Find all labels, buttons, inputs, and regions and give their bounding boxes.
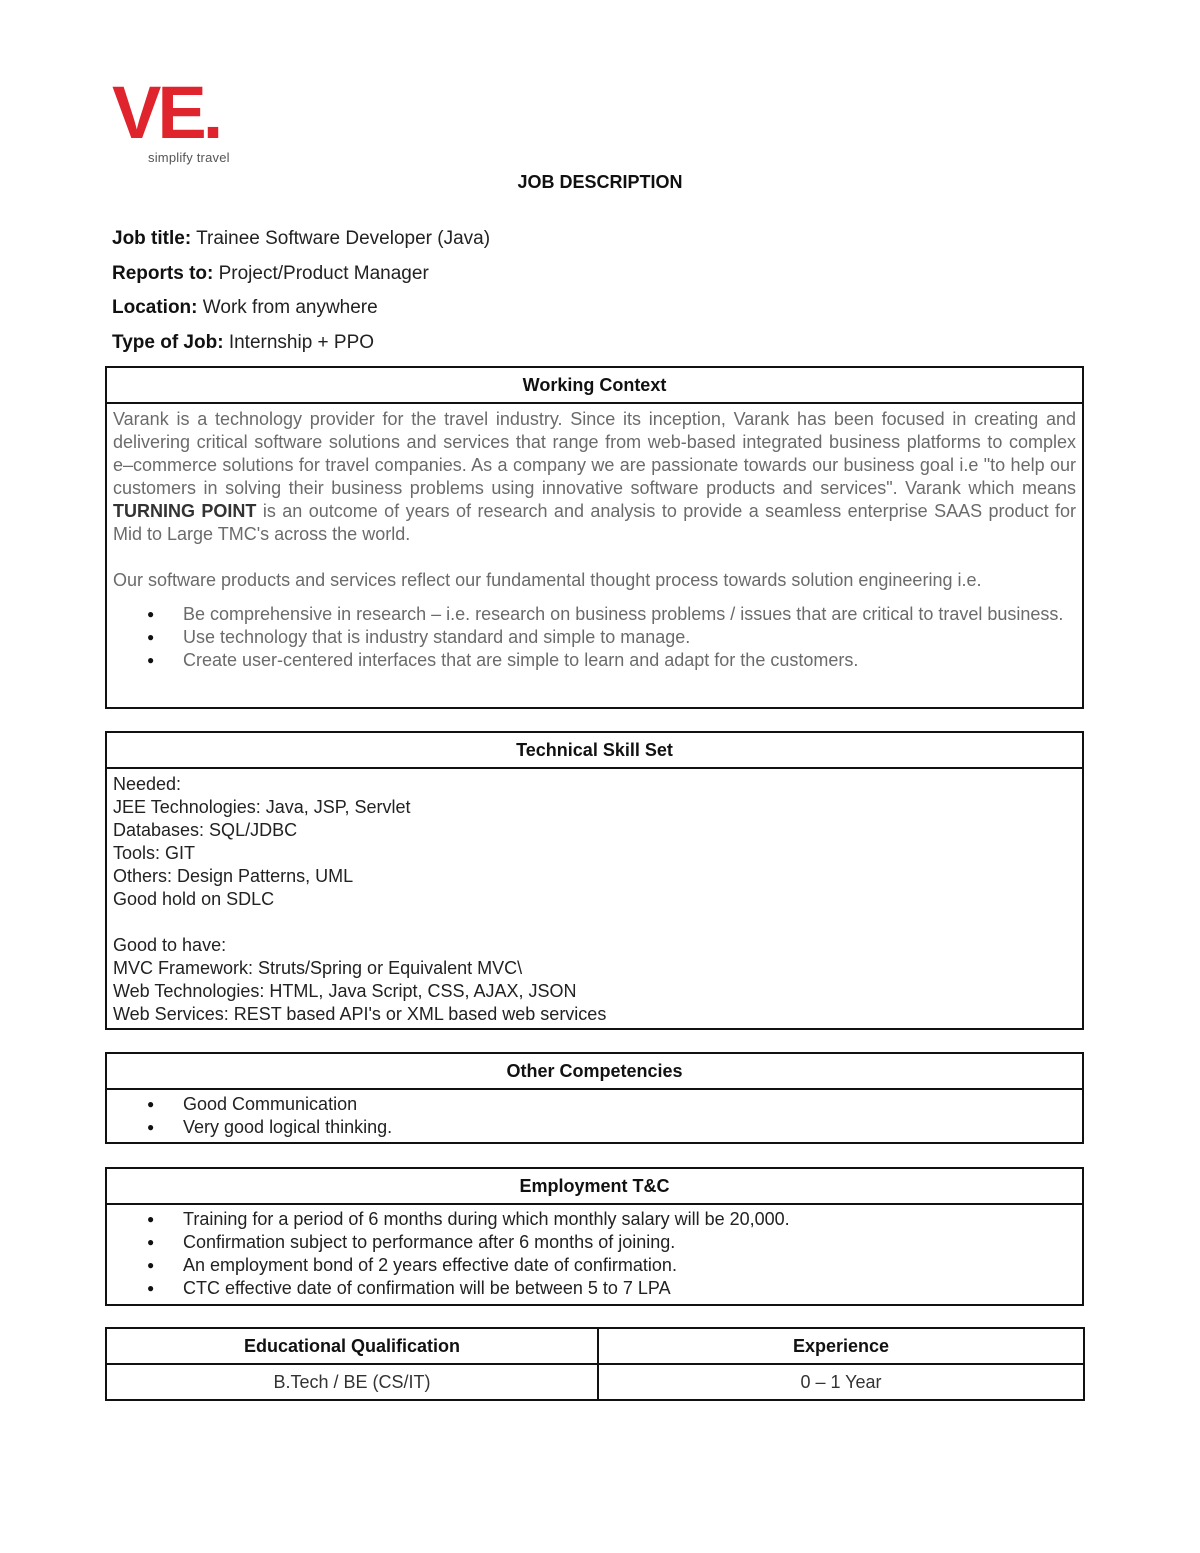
needed-label: Needed: [113, 774, 182, 794]
list-item: Tools: GIT [113, 843, 196, 863]
section-body [107, 1205, 1082, 1306]
employment-section [105, 1167, 1084, 1306]
list-item: Web Technologies: HTML, Java Script, CSS, AJAX, JSON [113, 981, 577, 1001]
meta-job-title [112, 228, 490, 250]
table-header-row [106, 1328, 1084, 1364]
logo-tagline: simplify travel [148, 150, 230, 165]
company-logo [112, 71, 242, 168]
list-item: Good hold on SDLC [113, 889, 275, 909]
competencies-section [105, 1052, 1084, 1144]
context-paragraph: Varank is a technology provider for the travel industry. Since its inception, Varank has been focused in creating and delivering critical software solutions and services that range from web-based integrated business platforms to complex e–commerce solutions for travel companies. As a company we are passionate towards our business goal i.e "to help our customers in solving their business problems using innovative software products and services". Varank which means TURNING POINT is an outcome of years of research and analysis to provide a seamless enterprise SAAS product for Mid to Large TMC's across the world. [113, 409, 1076, 544]
good-to-have-label: Good to have: [113, 935, 227, 955]
list-item: ● Good Communication [113, 1093, 1076, 1116]
list-item: ● CTC effective date of confirmation will be between 5 to 7 LPA [113, 1277, 1076, 1300]
list-item: ● Confirmation subject to performance after 6 months of joining. [113, 1231, 1076, 1254]
employment-list [113, 1208, 1076, 1300]
list-item: Databases: SQL/JDBC [113, 820, 298, 840]
meta-job-type [112, 332, 374, 354]
list-item: ● Use technology that is industry standard and simple to manage. [113, 626, 1076, 649]
meta-reports-to [112, 263, 429, 285]
meta-label: Location: [112, 297, 198, 318]
section-body [107, 1090, 1082, 1145]
logo-mark: VE. [112, 71, 220, 154]
list-item: MVC Framework: Struts/Spring or Equivalent MVC\ [113, 958, 523, 978]
meta-label: Type of Job: [112, 332, 224, 353]
meta-value: Trainee Software Developer (Java) [196, 228, 491, 249]
column-header: Experience [598, 1328, 1084, 1364]
list-item: ● Create user-centered interfaces that are simple to learn and adapt for the customers. [113, 649, 1076, 672]
page-title: JOB DESCRIPTION [517, 172, 683, 192]
meta-value: Work from anywhere [202, 297, 378, 318]
list-item: JEE Technologies: Java, JSP, Servlet [113, 797, 411, 817]
working-context-section [105, 366, 1084, 709]
list-item: ● Be comprehensive in research – i.e. research on business problems / issues that are critical to travel business. [113, 603, 1076, 626]
context-bullet-list [113, 603, 1076, 672]
meta-label: Reports to: [112, 263, 214, 284]
table-row [106, 1364, 1084, 1400]
table-cell: B.Tech / BE (CS/IT) [106, 1364, 598, 1400]
meta-value: Project/Product Manager [218, 263, 429, 284]
list-item: ● An employment bond of 2 years effective date of confirmation. [113, 1254, 1076, 1277]
table-cell: 0 – 1 Year [598, 1364, 1084, 1400]
list-item: ● Training for a period of 6 months during which monthly salary will be 20,000. [113, 1208, 1076, 1231]
section-heading: Other Competencies [107, 1054, 1082, 1090]
competency-list [113, 1093, 1076, 1139]
section-body [107, 769, 1082, 1032]
meta-location [112, 297, 378, 319]
education-table [105, 1327, 1085, 1401]
list-item: Web Services: REST based API's or XML based web services [113, 1004, 607, 1024]
section-heading: Technical Skill Set [107, 733, 1082, 769]
technical-skill-section [105, 731, 1084, 1030]
list-item: Others: Design Patterns, UML [113, 866, 354, 886]
context-paragraph: Our software products and services reflect our fundamental thought process towards solution engineering i.e. [113, 570, 982, 590]
list-item: ● Very good logical thinking. [113, 1116, 1076, 1139]
emphasis-text: TURNING POINT [113, 501, 257, 521]
meta-value: Internship + PPO [228, 332, 375, 353]
column-header: Educational Qualification [106, 1328, 598, 1364]
meta-label: Job title: [112, 228, 192, 249]
section-heading: Employment T&C [107, 1169, 1082, 1205]
section-body [107, 404, 1082, 678]
section-heading: Working Context [107, 368, 1082, 404]
